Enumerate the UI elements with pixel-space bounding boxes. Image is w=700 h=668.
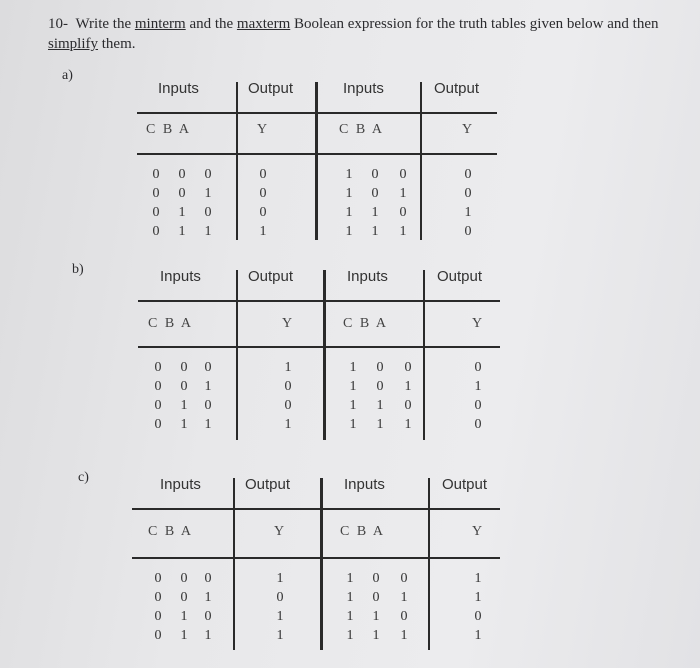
truth-cell: 0 (154, 360, 162, 375)
truth-cell: 0 (180, 571, 188, 586)
truth-cell: 1 (180, 398, 188, 413)
output-cell: 1 (276, 628, 284, 643)
question-number: 10- (48, 16, 68, 32)
truth-cell: 1 (346, 571, 354, 586)
truth-cell: 0 (204, 398, 212, 413)
truth-cell: 0 (204, 609, 212, 624)
truth-cell: 1 (349, 360, 357, 375)
prompt-text-4: them. (98, 36, 136, 52)
part-label-a: a) (62, 68, 73, 83)
output-cell: 1 (284, 360, 292, 375)
truth-cell: 0 (152, 186, 160, 201)
output-cell: 0 (474, 360, 482, 375)
truth-cell: 0 (372, 571, 380, 586)
truth-cell: 1 (376, 417, 384, 432)
right-y-subheader: Y (462, 122, 475, 137)
output-cell: 1 (474, 628, 482, 643)
output-cell: 0 (259, 205, 267, 220)
truth-cell: 1 (204, 628, 212, 643)
truth-cell: 1 (372, 628, 380, 643)
truth-cell: 1 (399, 224, 407, 239)
truth-cell: 0 (180, 360, 188, 375)
left-y-subheader: Y (274, 524, 287, 539)
truth-cell: 1 (345, 205, 353, 220)
truth-cell: 1 (180, 609, 188, 624)
table-divider-line (420, 82, 422, 240)
truth-cell: 1 (346, 628, 354, 643)
truth-cell: 1 (349, 379, 357, 394)
truth-cell: 0 (376, 379, 384, 394)
left-inputs-header: Inputs (158, 80, 199, 97)
right-output-header: Output (437, 268, 483, 285)
right-y-subheader: Y (472, 316, 485, 331)
truth-cell: 0 (154, 398, 162, 413)
truth-cell: 0 (400, 609, 408, 624)
left-y-subheader: Y (257, 122, 270, 137)
table-divider-line (315, 82, 318, 240)
truth-cell: 1 (204, 379, 212, 394)
truth-cell: 1 (404, 379, 412, 394)
output-cell: 0 (474, 609, 482, 624)
right-cba-subheader: C B A (340, 524, 386, 539)
table-rule-line (137, 153, 497, 155)
right-y-subheader: Y (472, 524, 485, 539)
truth-cell: 0 (154, 379, 162, 394)
truth-cell: 1 (349, 398, 357, 413)
simplify-term: simplify (48, 36, 99, 52)
output-cell: 0 (259, 167, 267, 182)
truth-cell: 0 (400, 571, 408, 586)
output-cell: 0 (474, 398, 482, 413)
truth-cell: 1 (204, 224, 212, 239)
table-divider-line (236, 82, 238, 240)
truth-cell: 0 (178, 186, 186, 201)
truth-cell: 1 (376, 398, 384, 413)
output-cell: 1 (474, 590, 482, 605)
output-cell: 1 (259, 224, 267, 239)
table-rule-line (138, 300, 500, 302)
truth-cell: 1 (404, 417, 412, 432)
truth-cell: 1 (346, 590, 354, 605)
truth-cell: 0 (399, 205, 407, 220)
table-rule-line (137, 112, 497, 114)
truth-cell: 0 (399, 167, 407, 182)
truth-cell: 1 (371, 224, 379, 239)
prompt-text-1: Write the (75, 16, 135, 32)
truth-cell: 1 (204, 417, 212, 432)
prompt-text-2: and the (185, 16, 237, 32)
output-cell: 0 (464, 186, 472, 201)
truth-cell: 1 (372, 609, 380, 624)
part-label-c: c) (78, 470, 89, 485)
truth-cell: 1 (399, 186, 407, 201)
truth-cell: 0 (404, 398, 412, 413)
question-prompt (48, 14, 688, 54)
truth-cell: 1 (349, 417, 357, 432)
truth-cell: 1 (345, 167, 353, 182)
table-rule-line (132, 557, 500, 559)
left-y-subheader: Y (282, 316, 295, 331)
table-divider-line (428, 478, 430, 650)
truth-cell: 1 (371, 205, 379, 220)
left-inputs-header: Inputs (160, 476, 201, 493)
truth-cell: 0 (180, 379, 188, 394)
truth-cell: 0 (154, 417, 162, 432)
right-inputs-header: Inputs (344, 476, 385, 493)
truth-cell: 0 (371, 167, 379, 182)
output-cell: 1 (276, 609, 284, 624)
right-cba-subheader: C B A (339, 122, 385, 137)
minterm-term: minterm (134, 16, 186, 32)
left-cba-subheader: C B A (148, 316, 194, 331)
truth-cell: 1 (178, 205, 186, 220)
output-cell: 0 (474, 417, 482, 432)
truth-cell: 1 (400, 590, 408, 605)
truth-cell: 0 (154, 590, 162, 605)
truth-cell: 0 (204, 205, 212, 220)
truth-cell: 1 (204, 186, 212, 201)
output-cell: 1 (276, 571, 284, 586)
output-cell: 1 (474, 571, 482, 586)
truth-cell: 0 (154, 609, 162, 624)
truth-cell: 0 (204, 167, 212, 182)
table-divider-line (320, 478, 323, 650)
output-cell: 1 (284, 417, 292, 432)
table-divider-line (233, 478, 235, 650)
left-output-header: Output (245, 476, 291, 493)
left-output-header: Output (248, 80, 294, 97)
output-cell: 0 (284, 398, 292, 413)
left-inputs-header: Inputs (160, 268, 201, 285)
truth-cell: 1 (178, 224, 186, 239)
truth-cell: 0 (204, 360, 212, 375)
output-cell: 0 (276, 590, 284, 605)
table-divider-line (323, 270, 326, 440)
truth-cell: 0 (372, 590, 380, 605)
part-label-b: b) (72, 262, 84, 277)
truth-cell: 0 (154, 628, 162, 643)
prompt-text-3: Boolean expression for the truth tables given below and then (290, 16, 659, 32)
table-divider-line (236, 270, 238, 440)
left-cba-subheader: C B A (148, 524, 194, 539)
table-rule-line (138, 346, 500, 348)
truth-cell: 1 (345, 224, 353, 239)
left-output-header: Output (248, 268, 294, 285)
truth-cell: 0 (178, 167, 186, 182)
right-inputs-header: Inputs (347, 268, 388, 285)
maxterm-term: maxterm (236, 16, 291, 32)
right-output-header: Output (442, 476, 488, 493)
truth-cell: 0 (152, 167, 160, 182)
truth-cell: 0 (180, 590, 188, 605)
truth-cell: 1 (345, 186, 353, 201)
left-cba-subheader: C B A (146, 122, 192, 137)
output-cell: 1 (464, 205, 472, 220)
output-cell: 0 (259, 186, 267, 201)
truth-cell: 1 (346, 609, 354, 624)
output-cell: 0 (464, 224, 472, 239)
truth-cell: 1 (204, 590, 212, 605)
output-cell: 1 (474, 379, 482, 394)
truth-cell: 0 (152, 224, 160, 239)
table-divider-line (423, 270, 425, 440)
output-cell: 0 (464, 167, 472, 182)
truth-cell: 1 (180, 417, 188, 432)
right-inputs-header: Inputs (343, 80, 384, 97)
truth-cell: 0 (404, 360, 412, 375)
right-output-header: Output (434, 80, 480, 97)
right-cba-subheader: C B A (343, 316, 389, 331)
truth-cell: 0 (152, 205, 160, 220)
truth-cell: 1 (180, 628, 188, 643)
truth-cell: 0 (371, 186, 379, 201)
table-rule-line (132, 508, 500, 510)
output-cell: 0 (284, 379, 292, 394)
truth-cell: 1 (400, 628, 408, 643)
truth-cell: 0 (154, 571, 162, 586)
truth-cell: 0 (376, 360, 384, 375)
truth-cell: 0 (204, 571, 212, 586)
